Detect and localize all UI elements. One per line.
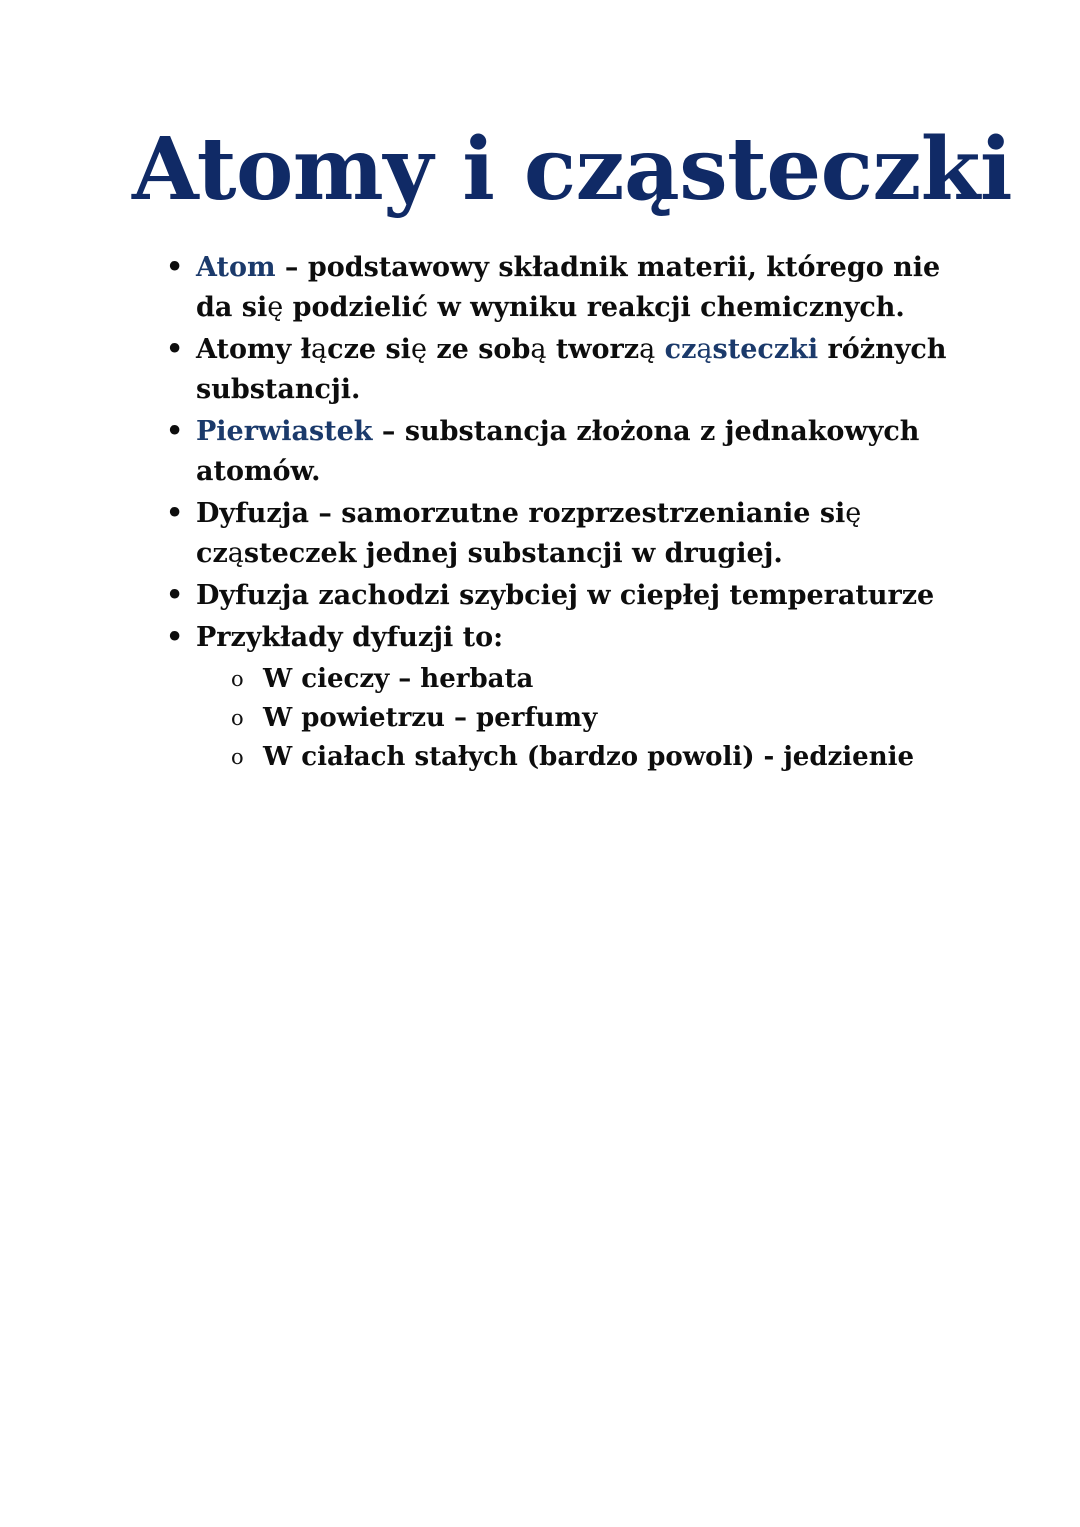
ogonek-glyph: ą [696, 334, 713, 365]
document-body [0, 248, 1080, 777]
circle-bullet-marker-icon: o [231, 667, 244, 691]
sub-list-item [0, 660, 1080, 699]
sub-list-item-text: W powietrzu – perfumy [263, 703, 598, 733]
ogonek-glyph: ę [267, 292, 284, 323]
bullet-marker-icon: • [166, 498, 184, 529]
sub-bullet-list [0, 660, 1080, 777]
list-item-term: Atom [196, 252, 276, 283]
sub-list-item [0, 699, 1080, 738]
list-item [0, 248, 1080, 328]
list-item-text-post: różnych substancji. [196, 334, 947, 405]
list-item [0, 412, 1080, 492]
ogonek-glyph: ą [639, 334, 656, 365]
ogonek-glyph: ą [227, 538, 244, 569]
ogonek-glyph: ę [410, 334, 427, 365]
list-item-term: Pierwiastek [196, 416, 373, 447]
ogonek-glyph: ę [845, 498, 862, 529]
circle-bullet-marker-icon: o [231, 745, 244, 769]
bullet-marker-icon: • [166, 334, 184, 365]
bullet-marker-icon: • [166, 580, 184, 611]
circle-bullet-marker-icon: o [231, 706, 244, 730]
list-item-text: – podstawowy składnik materii, którego nie da się podzielić w wyniku reakcji chemicznych. [196, 252, 941, 323]
sub-list-item-text: W ciałach stałych (bardzo powoli) - jedzienie [263, 742, 915, 772]
list-item [0, 494, 1080, 574]
list-item-text: – substancja złożona z jednakowych atomów. [196, 416, 920, 487]
sub-list-item-text: W cieczy – herbata [263, 664, 534, 694]
list-item-text-pre: Atomy łącze się ze sobą tworzą [196, 334, 656, 365]
ogonek-glyph: ą [311, 334, 328, 365]
list-item [0, 330, 1080, 410]
bullet-marker-icon: • [166, 416, 184, 447]
list-item-text: Przykłady dyfuzji to: [196, 622, 504, 653]
list-item-text: Dyfuzja zachodzi szybciej w ciepłej temperaturze [196, 580, 935, 611]
list-item-text: Dyfuzja – samorzutne rozprzestrzenianie się cząsteczek jednej substancji w drugiej. [196, 498, 862, 569]
bullet-list [0, 248, 1080, 658]
ogonek-glyph: ą [530, 334, 547, 365]
bullet-marker-icon: • [166, 252, 184, 283]
sub-list-item [0, 738, 1080, 777]
bullet-marker-icon: • [166, 622, 184, 653]
list-item [0, 618, 1080, 658]
page-title: Atomy i cząsteczki [132, 119, 1013, 220]
list-item [0, 576, 1080, 616]
list-item-term: cząsteczki [664, 334, 819, 365]
